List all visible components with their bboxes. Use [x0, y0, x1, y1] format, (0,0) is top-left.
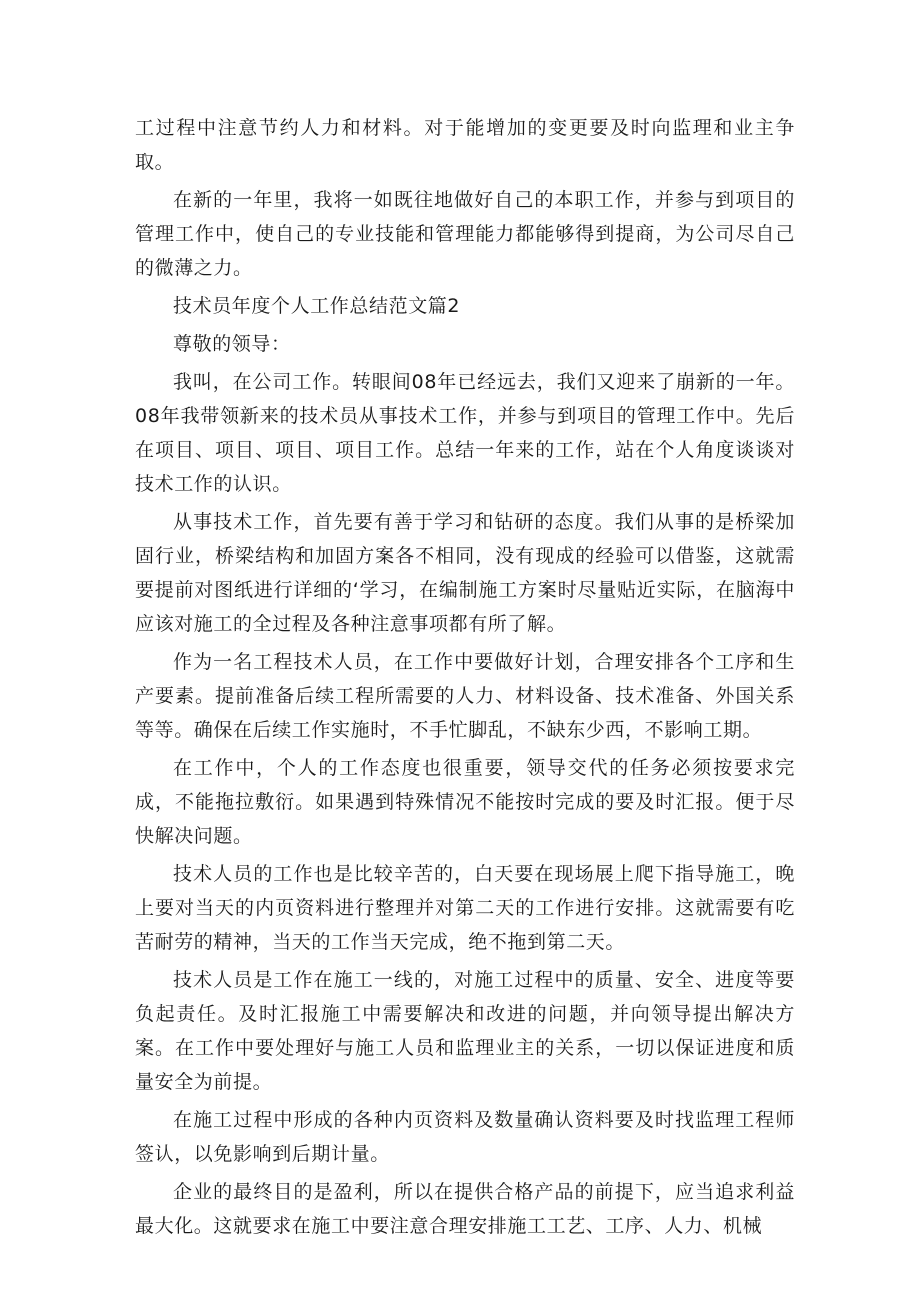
paragraph-continuation: 工过程中注意节约人力和材料。对于能增加的变更要及时向监理和业主争取。: [135, 117, 795, 173]
paragraph-attitude: 在工作中，个人的工作态度也很重要，领导交代的任务必须按要求完成，不能拖拉敷衍。如果遇到特殊情况不能按时完成的要及时汇报。便于尽快解决问题。: [135, 757, 795, 847]
paragraph-intro: 我叫，在公司工作。转眼间08年已经远去，我们又迎来了崩新的一年。08年我带领新来的技术员从事技术工作，并参与到项目的管理工作中。先后在项目、项目、项目、项目工作。总结一年来的工作，站在个人角度谈谈对技术工作的认识。: [135, 371, 795, 495]
salutation: 尊敬的领导：: [173, 333, 291, 355]
paragraph-learning: 从事技术工作，首先要有善于学习和钻研的态度。我们从事的是桥梁加固行业，桥梁结构和加固方案各不相同，没有现成的经验可以借鉴，这就需要提前对图纸进行详细的‘学习，在编制施工方案时尽量贴近实际，在脑海中应该对施工的全过程及各种注意事项都有所了解。: [135, 511, 795, 635]
paragraph-responsibility: 技术人员是工作在施工一线的，对施工过程中的质量、安全、进度等要负起责任。及时汇报施工中需要解决和改进的问题，并向领导提出解决方案。在工作中要处理好与施工人员和监理业主的关系，一切以保证进度和质量安全为前提。: [135, 969, 795, 1093]
paragraph-planning: 作为一名工程技术人员，在工作中要做好计划，合理安排各个工序和生产要素。提前准备后续工程所需要的人力、材料设备、技术准备、外国关系等等。确保在后续工作实施时，不手忙脚乱，不缺东少西，不影响工期。: [135, 651, 795, 741]
document-page: [135, 111, 795, 1247]
paragraph-profit: 企业的最终目的是盈利，所以在提供合格产品的前提下，应当追求利益最大化。这就要求在施工中要注意合理安排施工工艺、工序、人力、机械: [135, 1181, 795, 1237]
paragraph-hardship: 技术人员的工作也是比较辛苦的，白天要在现场展上爬下指导施工，晚上要对当天的内页资料进行整理并对第二天的工作进行安排。这就需要有吃苦耐劳的精神，当天的工作当天完成，绝不拖到第二天。: [135, 863, 795, 953]
section-title: 技术员年度个人工作总结范文篇2: [173, 295, 461, 317]
paragraph-documents: 在施工过程中形成的各种内页资料及数量确认资料要及时找监理工程师签认，以免影响到后期计量。: [135, 1109, 795, 1165]
paragraph-new-year-plan: 在新的一年里，我将一如既往地做好自己的本职工作，并参与到项目的管理工作中，使自己的专业技能和管理能力都能够得到提商，为公司尽自己的微薄之力。: [135, 189, 795, 279]
